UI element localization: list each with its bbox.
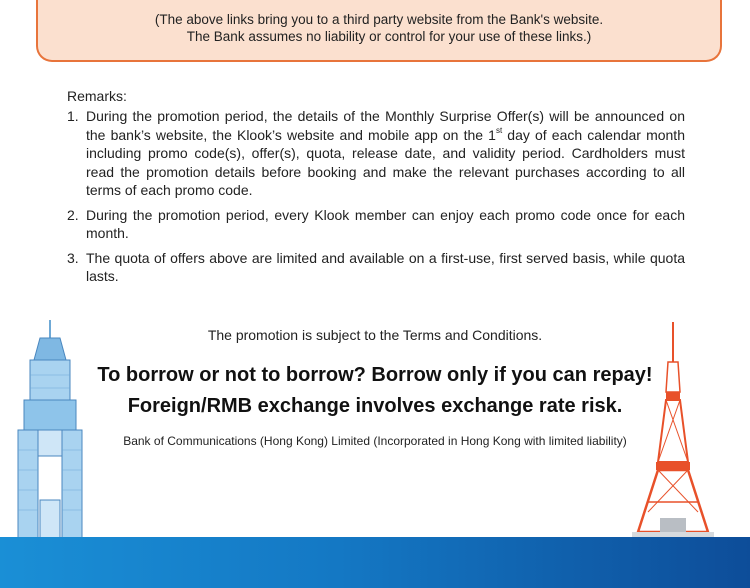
notice-line-1: (The above links bring you to a third party website from the Bank's website. <box>154 12 604 27</box>
remark-text: During the promotion period, the details of the Monthly Surprise Offer(s) will be announced on the bank’s website, the Klook’s website and mobile app on the 1st day of each calendar month including promo code(s), offer(s), quota, release date, and validity period. Cardholders must read the promotion details before booking and make the relevant purchases according to all terms of each promo code. <box>86 108 685 198</box>
remark-number: 3. <box>67 249 79 266</box>
skyscraper-illustration <box>10 320 90 545</box>
bank-disclaimer: Bank of Communications (Hong Kong) Limited (Incorporated in Hong Kong with limited liability) <box>123 434 627 448</box>
remark-number: 2. <box>67 206 79 223</box>
terms-note: The promotion is subject to the Terms and Conditions. <box>207 327 543 343</box>
borrow-warning: To borrow or not to borrow? Borrow only if you can repay! <box>97 364 653 386</box>
remark-text: During the promotion period, every Klook member can enjoy each promo code once for each month. <box>86 206 685 241</box>
superscript-st: st <box>495 125 503 135</box>
remarks-list <box>67 107 685 292</box>
remark-item-2 <box>67 206 685 243</box>
remark-text: The quota of offers above are limited and available on a first-use, first served basis, while quota lasts. <box>86 249 685 284</box>
third-party-notice-box <box>36 0 722 62</box>
remark-number: 1. <box>67 108 79 124</box>
exchange-rate-warning: Foreign/RMB exchange involves exchange rate risk. <box>127 395 623 417</box>
remark-item-1 <box>67 107 685 200</box>
notice-line-2: The Bank assumes no liability or control for your use of these links.) <box>186 29 592 44</box>
remarks-title: Remarks: <box>67 88 127 104</box>
footer-bar <box>0 537 750 588</box>
remark-item-3 <box>67 249 685 286</box>
tower-illustration <box>628 322 718 543</box>
